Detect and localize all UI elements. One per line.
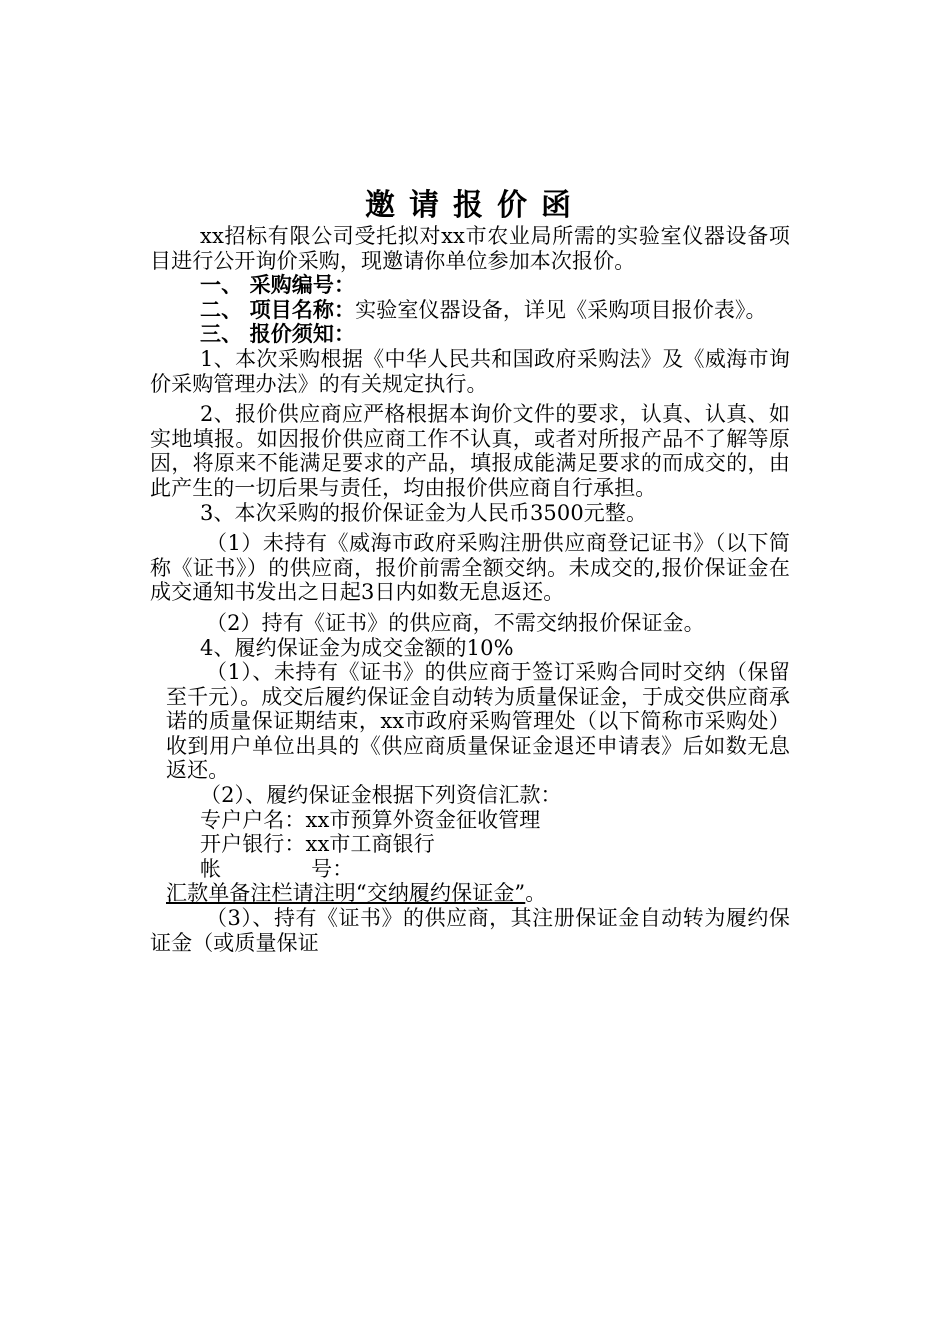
remark-text: 汇款单备注栏请注明“交纳履约保证金” xyxy=(166,881,526,906)
notice-item-2: 2、报价供应商应严格根据本询价文件的要求，认真、认真、如实地填报。如因报价供应商工作不认真，或者对所报产品不了解等原因，将原来不能满足要求的产品，填报成能满足要求的而成交的，由此产生的一切后果与责任，均由报价供应商自行承担。 xyxy=(150,402,790,500)
account-number-label-1: 帐 xyxy=(200,856,222,881)
account-number-line xyxy=(150,857,790,882)
remark-end: 。 xyxy=(525,881,547,906)
document-body xyxy=(150,224,790,955)
account-name-line: 专户户名：xx市预算外资金征收管理 xyxy=(200,807,541,832)
section-purchase-number-label: 一、 采购编号： xyxy=(200,272,356,298)
notice-item-4-sub-2: （2）、履约保证金根据下列资信汇款： xyxy=(200,783,562,808)
bank-line: 开户银行：xx市工商银行 xyxy=(200,832,435,857)
notice-item-4: 4、履约保证金为成交金额的10% xyxy=(200,635,514,660)
section-quote-notice xyxy=(150,322,790,347)
intro-paragraph: xx招标有限公司受托拟对xx市农业局所需的实验室仪器设备项目进行公开询价采购，现邀请你单位参加本次报价。 xyxy=(150,224,790,273)
account-number-label-2: 号： xyxy=(311,856,354,881)
notice-item-4-sub-1: （1）、未持有《证书》的供应商于签订采购合同时交纳（保留至千元）。成交后履约保证金自动转为质量保证金，于成交供应商承诺的质量保证期结束，xx市政府采购管理处（以下简称市采购处）收到用户单位出具的《供应商质量保证金退还申请表》后如数无息返还。 xyxy=(166,660,790,783)
notice-item-3: 3、本次采购的报价保证金为人民币3500元整。 xyxy=(200,500,648,525)
section-purchase-number xyxy=(150,273,790,298)
section-quote-notice-label: 三、 报价须知： xyxy=(200,321,356,347)
notice-item-3-sub-1: （1）未持有《威海市政府采购注册供应商登记证书》（以下简称《证书》）的供应商，报价前需全额交纳。未成交的,报价保证金在成交通知书发出之日起3日内如数无息返还。 xyxy=(150,531,790,605)
section-project-name-label: 二、 项目名称： xyxy=(200,296,356,322)
notice-item-1: 1、本次采购根据《中华人民共和国政府采购法》及《威海市询价采购管理办法》的有关规定执行。 xyxy=(150,346,790,396)
notice-item-3-sub-2: （2）持有《证书》的供应商，不需交纳报价保证金。 xyxy=(206,610,705,635)
section-project-name-text: 实验室仪器设备，详见《采购项目报价表》。 xyxy=(355,297,767,322)
notice-item-4-sub-3: （3）、持有《证书》的供应商，其注册保证金自动转为履约保证金（或质量保证 xyxy=(150,906,790,955)
remark-line xyxy=(166,881,790,906)
section-project-name xyxy=(150,298,790,323)
document-title: 邀请报价函 xyxy=(365,188,585,223)
